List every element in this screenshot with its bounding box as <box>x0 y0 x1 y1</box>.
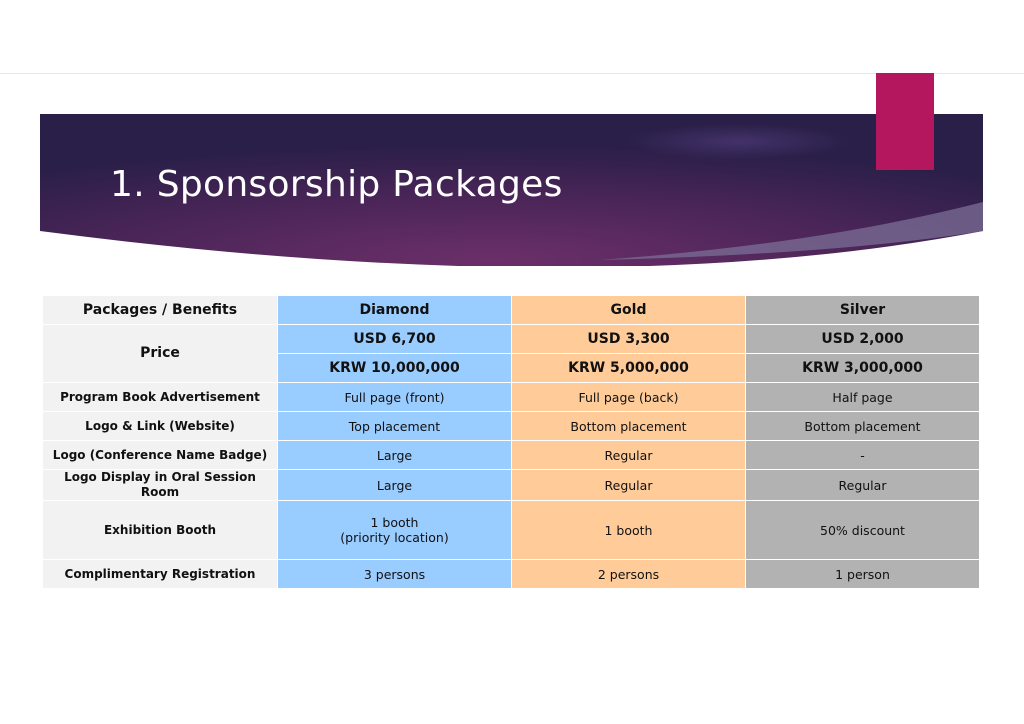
cell-diamond: Large <box>278 470 512 501</box>
price-usd-diamond: USD 6,700 <box>278 325 512 354</box>
cell-silver: 1 person <box>746 560 980 589</box>
cell-diamond-line2: (priority location) <box>340 530 449 545</box>
table-row <box>43 560 980 589</box>
row-label: Logo & Link (Website) <box>43 412 278 441</box>
header-diamond: Diamond <box>278 296 512 325</box>
table-row-price-usd <box>43 325 980 354</box>
cell-silver: Regular <box>746 470 980 501</box>
cell-gold: Bottom placement <box>512 412 746 441</box>
header-gold: Gold <box>512 296 746 325</box>
table-row <box>43 441 980 470</box>
row-label: Program Book Advertisement <box>43 383 278 412</box>
table-row <box>43 383 980 412</box>
accent-tab <box>876 73 934 170</box>
price-usd-gold: USD 3,300 <box>512 325 746 354</box>
cell-diamond: Large <box>278 441 512 470</box>
cell-diamond: Top placement <box>278 412 512 441</box>
price-krw-silver: KRW 3,000,000 <box>746 354 980 383</box>
header-silver: Silver <box>746 296 980 325</box>
page-title: 1. Sponsorship Packages <box>110 164 563 205</box>
cell-silver: Bottom placement <box>746 412 980 441</box>
cell-silver: 50% discount <box>746 501 980 560</box>
cell-diamond: 3 persons <box>278 560 512 589</box>
cell-gold: Full page (back) <box>512 383 746 412</box>
title-banner <box>40 114 983 266</box>
row-label-price: Price <box>43 325 278 383</box>
cell-diamond-line1: 1 booth <box>370 515 419 530</box>
row-label: Logo (Conference Name Badge) <box>43 441 278 470</box>
table-row <box>43 470 980 501</box>
table-header-row <box>43 296 980 325</box>
cell-gold: Regular <box>512 441 746 470</box>
row-label: Exhibition Booth <box>43 501 278 560</box>
cell-silver: Half page <box>746 383 980 412</box>
price-krw-diamond: KRW 10,000,000 <box>278 354 512 383</box>
cell-silver: - <box>746 441 980 470</box>
sponsorship-table <box>42 295 980 589</box>
header-packages-benefits: Packages / Benefits <box>43 296 278 325</box>
table-row <box>43 501 980 560</box>
cell-diamond: Full page (front) <box>278 383 512 412</box>
price-usd-silver: USD 2,000 <box>746 325 980 354</box>
cell-gold: 1 booth <box>512 501 746 560</box>
top-divider <box>0 73 1024 74</box>
row-label: Logo Display in Oral Session Room <box>43 470 278 501</box>
price-krw-gold: KRW 5,000,000 <box>512 354 746 383</box>
cell-diamond <box>278 501 512 560</box>
cell-gold: 2 persons <box>512 560 746 589</box>
table-row <box>43 412 980 441</box>
row-label: Complimentary Registration <box>43 560 278 589</box>
cell-gold: Regular <box>512 470 746 501</box>
